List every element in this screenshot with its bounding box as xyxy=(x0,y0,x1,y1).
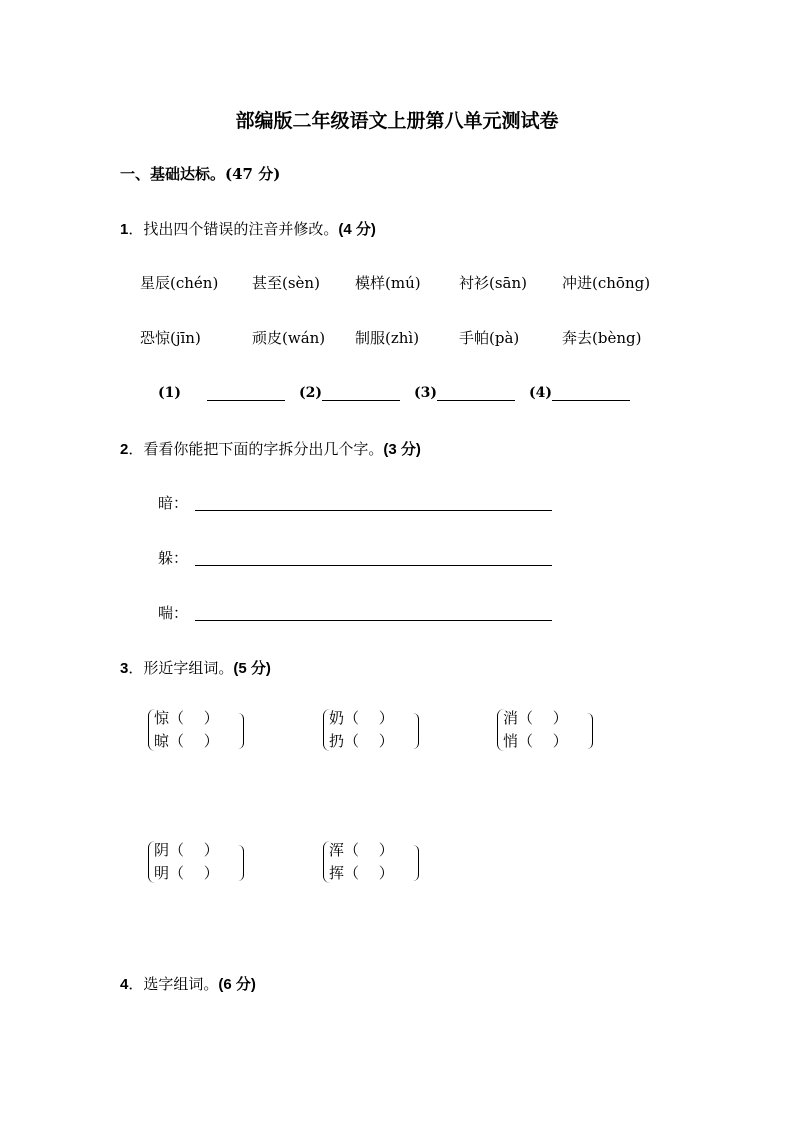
split-char-label: 暗： xyxy=(158,494,189,512)
section-1-label: 一、基础达标。 xyxy=(120,165,226,183)
split-answer-line[interactable] xyxy=(195,565,552,566)
split-char-label: 躲： xyxy=(158,549,189,567)
left-brace xyxy=(497,709,504,751)
blank-label: (4) xyxy=(529,385,552,401)
pair-line: 惊（ ） xyxy=(154,709,219,727)
question-2-number: 2 xyxy=(120,441,129,458)
pair-line: 奶（ ） xyxy=(329,709,394,727)
pair-line: 扔（ ） xyxy=(329,732,394,750)
question-2 xyxy=(120,438,421,459)
question-4-text: ．选字组词。 xyxy=(128,975,219,993)
question-3-number: 3 xyxy=(120,660,129,677)
right-brace xyxy=(413,713,419,749)
split-answer-line[interactable] xyxy=(195,620,552,621)
word-pair xyxy=(503,707,568,753)
pinyin-word: 模样(mú) xyxy=(355,274,421,292)
pair-line: 阴（ ） xyxy=(154,841,219,859)
left-brace xyxy=(148,841,155,883)
question-4 xyxy=(120,973,256,994)
right-brace xyxy=(587,713,593,749)
pair-line: 明（ ） xyxy=(154,864,219,882)
answer-blanks xyxy=(158,384,644,401)
pinyin-word: 甚至(sèn) xyxy=(252,274,320,292)
pair-line: 悄（ ） xyxy=(503,732,568,750)
blank-label: (2) xyxy=(299,385,322,401)
word-pair xyxy=(329,707,394,753)
pinyin-word: 顽皮(wán) xyxy=(252,329,326,347)
question-4-score: (6 分) xyxy=(218,976,256,993)
pair-line: 浑（ ） xyxy=(329,841,394,859)
question-1-number: 1 xyxy=(120,221,129,238)
question-3-score: (5 分) xyxy=(233,660,271,677)
question-3-text: ．形近字组词。 xyxy=(128,659,234,677)
pair-line: 消（ ） xyxy=(503,709,568,727)
right-brace xyxy=(413,845,419,881)
question-4-number: 4 xyxy=(120,976,129,993)
split-answer-line[interactable] xyxy=(195,510,552,511)
answer-blank[interactable] xyxy=(437,384,515,401)
page-title: 部编版二年级语文上册第八单元测试卷 xyxy=(235,110,559,132)
left-brace xyxy=(148,709,155,751)
left-brace xyxy=(323,709,330,751)
answer-blank[interactable] xyxy=(322,384,400,401)
question-1-text: ．找出四个错误的注音并修改。 xyxy=(128,220,339,238)
question-3 xyxy=(120,657,271,678)
pinyin-word: 星辰(chén) xyxy=(140,274,219,292)
pinyin-word: 奔去(bèng) xyxy=(562,329,642,347)
blank-label: (3) xyxy=(414,385,437,401)
pair-line: 挥（ ） xyxy=(329,864,394,882)
right-brace xyxy=(238,845,244,881)
word-pair xyxy=(154,707,219,753)
pinyin-word: 冲进(chōng) xyxy=(562,274,651,292)
left-brace xyxy=(323,841,330,883)
blank-label: (1) xyxy=(158,385,181,401)
word-pair xyxy=(154,839,219,885)
pinyin-word: 制服(zhì) xyxy=(355,329,420,347)
section-1-heading xyxy=(120,163,280,184)
pair-line: 晾（ ） xyxy=(154,732,219,750)
pinyin-word: 手帕(pà) xyxy=(459,329,520,347)
word-pair xyxy=(329,839,394,885)
question-1-score: (4 分) xyxy=(338,221,376,238)
answer-blank[interactable] xyxy=(207,384,285,401)
answer-blank[interactable] xyxy=(552,384,630,401)
pinyin-word: 衬衫(sān) xyxy=(459,274,528,292)
question-1 xyxy=(120,218,376,239)
question-2-score: (3 分) xyxy=(383,441,421,458)
pinyin-word: 恐惊(jīn) xyxy=(140,329,201,347)
right-brace xyxy=(238,713,244,749)
split-char-label: 喘： xyxy=(158,604,189,622)
question-2-text: ．看看你能把下面的字拆分出几个字。 xyxy=(128,440,384,458)
section-1-score: (47 分) xyxy=(225,165,281,183)
